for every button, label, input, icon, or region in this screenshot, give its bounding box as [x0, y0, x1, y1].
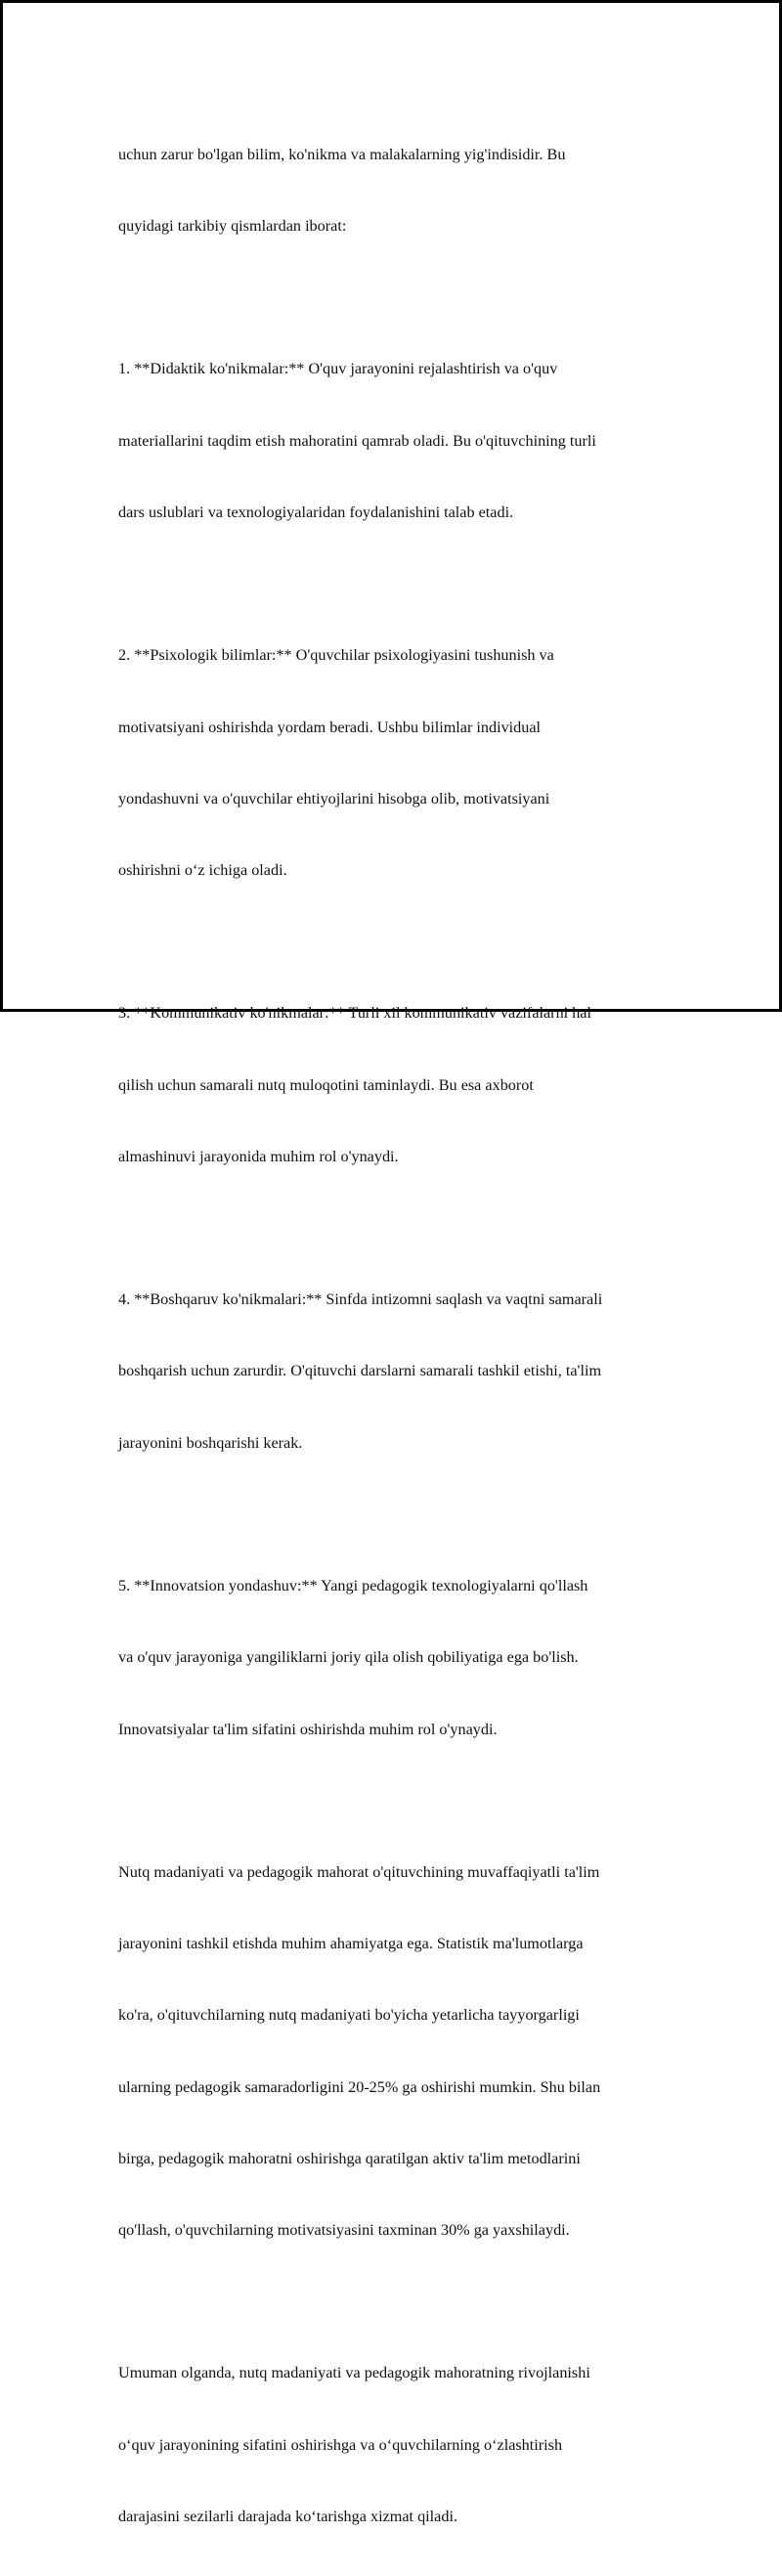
text-line: Umuman olganda, nutq madaniyati va pedagogik mahoratning rivojlanishi — [118, 2364, 590, 2382]
text-line: Nutq madaniyati va pedagogik mahorat o'qituvchining muvaffaqiyatli ta'lim — [118, 1862, 600, 1881]
text-line: oshirishni o‘z ichiga oladi. — [118, 860, 287, 879]
text-line: qo'llash, o'quvchilarning motivatsiyasini taxminan 30% ga yaxshilaydi. — [118, 2221, 570, 2240]
text-line: dars uslublari va texnologiyalaridan foydalanishini talab etadi. — [118, 502, 514, 521]
text-line: 4. **Boshqaruv ko'nikmalari:** Sinfda intizomni saqlash va vaqtni samarali — [118, 1290, 603, 1309]
text-line: jarayonini tashkil etishda muhim ahamiyatga ega. Statistik ma'lumotlarga — [118, 1935, 584, 1953]
list-item-didactic-skills — [118, 310, 675, 572]
text-line: birga, pedagogik mahoratni oshirishga qaratilgan aktiv ta'lim metodlarini — [118, 2149, 581, 2167]
document-body — [118, 95, 675, 2576]
paragraph-conclusion — [118, 2314, 675, 2576]
text-line: uchun zarur bo'lgan bilim, ko'nikma va malakalarning yig'indisidir. Bu — [118, 145, 566, 163]
list-item-communicative-skills — [118, 954, 675, 1216]
text-line: darajasini sezilarli darajada ko‘tarishga xizmat qiladi. — [118, 2507, 457, 2525]
text-line: va o'quv jarayoniga yangiliklarni joriy qila olish qobiliyatiga ega bo'lish. — [118, 1648, 579, 1667]
text-line: 3. **Kommunikativ ko'nikmalar:** Turli xil kommunikativ vazifalarni hal — [118, 1004, 591, 1023]
text-line: Innovatsiyalar ta'lim sifatini oshirishda muhim rol o'ynaydi. — [118, 1720, 498, 1738]
list-item-psychological-knowledge — [118, 596, 675, 931]
text-line: motivatsiyani oshirishda yordam beradi. Ushbu bilimlar individual — [118, 718, 542, 736]
text-line: boshqarish uchun zarurdir. O'qituvchi darslarni samarali tashkil etishi, ta'lim — [118, 1362, 602, 1380]
paragraph-intro-continuation — [118, 95, 675, 285]
text-line: jarayonini boshqarishi kerak. — [118, 1433, 303, 1452]
text-line: quyidagi tarkibiy qismlardan iborat: — [118, 217, 347, 236]
text-line: yondashuvni va o'quvchilar ehtiyojlarini hisobga olib, motivatsiyani — [118, 789, 550, 808]
list-item-innovative-approach — [118, 1526, 675, 1788]
text-line: almashinuvi jarayonida muhim rol o'ynaydi. — [118, 1147, 399, 1165]
text-line: materiallarini taqdim etish mahoratini qamrab oladi. Bu o'qituvchining turli — [118, 431, 596, 450]
text-line: ularning pedagogik samaradorligini 20-25% ga oshirishi mumkin. Shu bilan — [118, 2077, 601, 2096]
paragraph-statistics — [118, 1812, 675, 2290]
text-line: qilish uchun samarali nutq muloqotini taminlaydi. Bu esa axborot — [118, 1075, 534, 1094]
text-line: o‘quv jarayonining sifatini oshirishga va o‘quvchilarning o‘zlashtirish — [118, 2435, 563, 2454]
list-item-management-skills — [118, 1240, 675, 1502]
text-line: 1. **Didaktik ko'nikmalar:** O'quv jarayonini rejalashtirish va o'quv — [118, 360, 558, 378]
text-line: ko'ra, o'qituvchilarning nutq madaniyati bo'yicha yetarlicha tayyorgarligi — [118, 2006, 580, 2025]
text-line: 2. **Psixologik bilimlar:** O'quvchilar psixologiyasini tushunish va — [118, 646, 554, 665]
text-line: 5. **Innovatsion yondashuv:** Yangi pedagogik texnologiyalarni qo'llash — [118, 1577, 588, 1595]
